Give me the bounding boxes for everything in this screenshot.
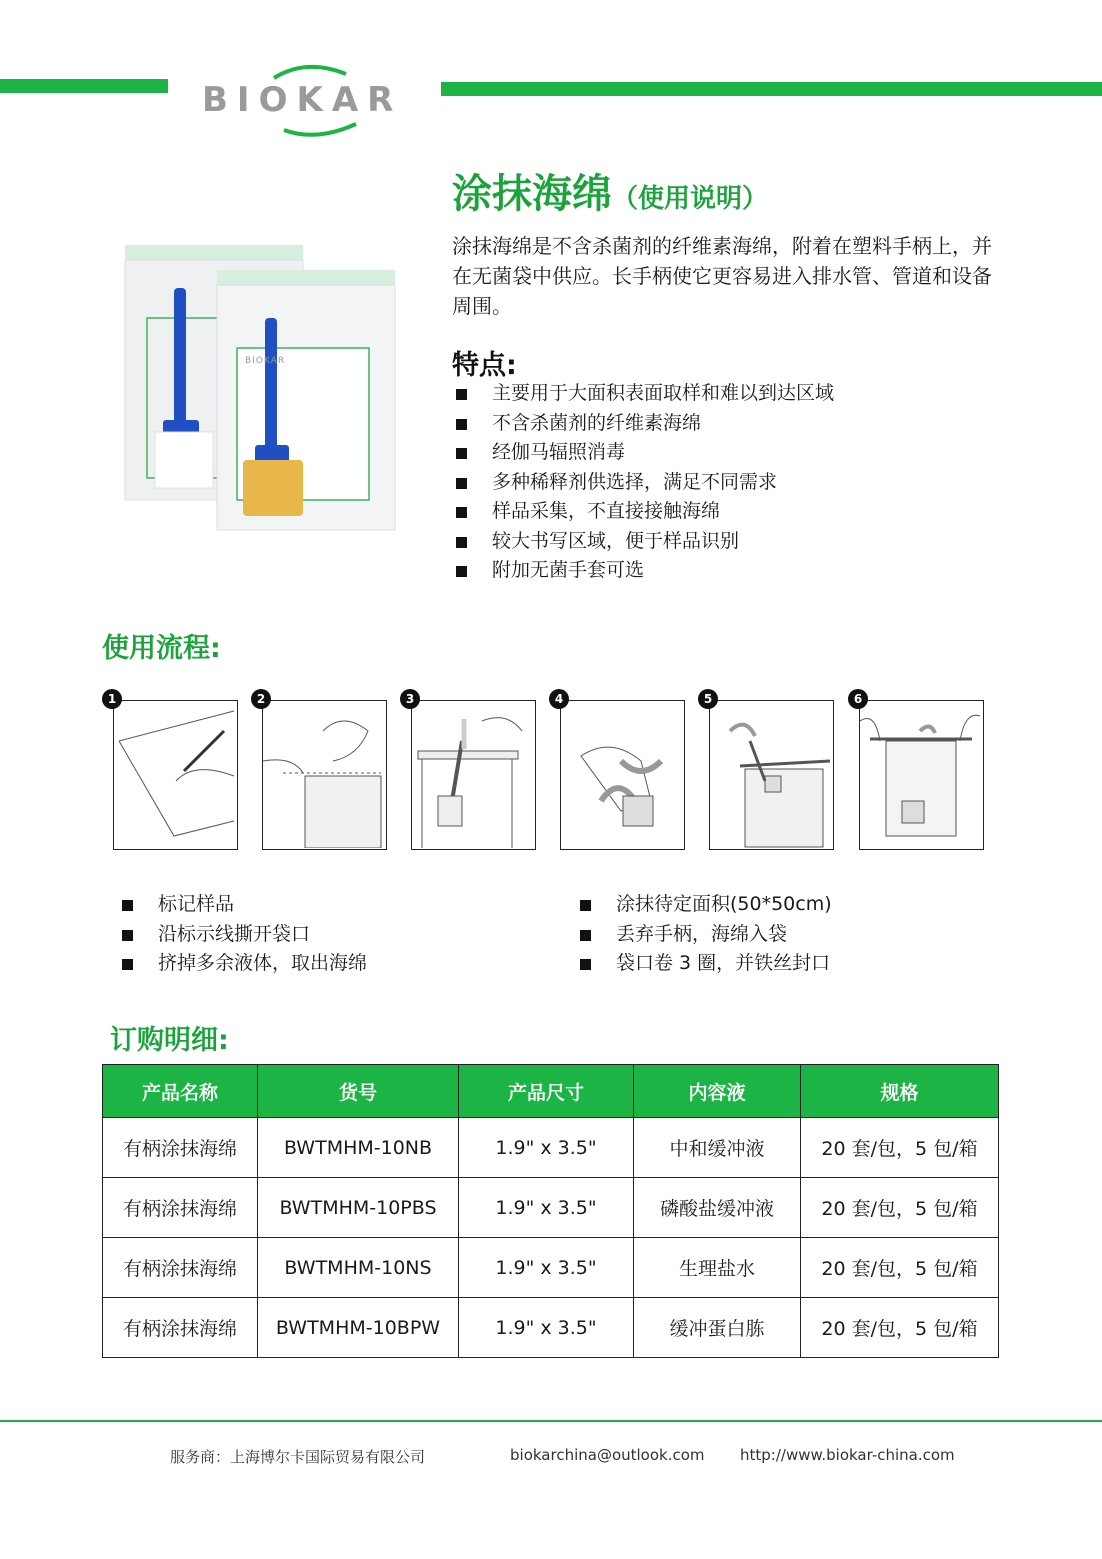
column-header: 内容液 bbox=[634, 1065, 801, 1118]
process-list-right bbox=[578, 890, 832, 979]
header-bar-right bbox=[441, 82, 1102, 96]
step-number: 1 bbox=[102, 689, 122, 709]
feature-item: 样品采集，不直接接触海绵 bbox=[454, 497, 834, 527]
table-cell: BWTMHM-10NS bbox=[258, 1238, 459, 1298]
process-item: 挤掉多余液体，取出海绵 bbox=[120, 949, 367, 979]
table-cell: 20 套/包，5 包/箱 bbox=[801, 1178, 999, 1238]
table-cell: 1.9" x 3.5" bbox=[459, 1298, 634, 1358]
table-cell: 缓冲蛋白胨 bbox=[634, 1298, 801, 1358]
table-cell: BWTMHM-10BPW bbox=[258, 1298, 459, 1358]
brand-logo bbox=[196, 60, 406, 140]
mark-bag-illustration bbox=[114, 701, 236, 848]
process-step-6 bbox=[853, 692, 984, 850]
bag-print-text: BIOKAR bbox=[245, 356, 286, 366]
table-cell: 20 套/包，5 包/箱 bbox=[801, 1238, 999, 1298]
remove-sponge-illustration bbox=[412, 701, 534, 848]
table-cell: BWTMHM-10NB bbox=[258, 1118, 459, 1178]
feature-item: 多种稀释剂供选择，满足不同需求 bbox=[454, 468, 834, 498]
step-number: 5 bbox=[698, 689, 718, 709]
discard-handle-illustration bbox=[710, 701, 832, 848]
swab-bag-illustration bbox=[95, 240, 425, 540]
table-cell: 1.9" x 3.5" bbox=[459, 1238, 634, 1298]
product-description: 涂抹海绵是不含杀菌剂的纤维素海绵，附着在塑料手柄上，并在无菌袋中供应。长手柄使它更容易进入排水管、管道和设备周围。 bbox=[452, 234, 992, 318]
column-header: 产品名称 bbox=[103, 1065, 258, 1118]
step-number: 3 bbox=[400, 689, 420, 709]
title-suffix: （使用说明） bbox=[612, 184, 769, 214]
page-title bbox=[452, 162, 768, 219]
feature-item: 主要用于大面积表面取样和难以到达区域 bbox=[454, 379, 834, 409]
table-cell: 磷酸盐缓冲液 bbox=[634, 1178, 801, 1238]
order-heading: 订购明细: bbox=[110, 1025, 229, 1056]
process-item: 沿标示线撕开袋口 bbox=[120, 920, 367, 950]
process-step-2 bbox=[256, 692, 387, 850]
feature-item: 经伽马辐照消毒 bbox=[454, 438, 834, 468]
title-main: 涂抹海绵 bbox=[452, 171, 612, 217]
table-row bbox=[103, 1238, 999, 1298]
order-table bbox=[102, 1064, 999, 1358]
table-cell: 中和缓冲液 bbox=[634, 1118, 801, 1178]
process-heading: 使用流程: bbox=[102, 633, 221, 664]
table-cell: 20 套/包，5 包/箱 bbox=[801, 1298, 999, 1358]
tear-bag-illustration bbox=[263, 701, 385, 848]
features-heading: 特点: bbox=[452, 350, 517, 381]
table-row bbox=[103, 1298, 999, 1358]
process-item: 丢弃手柄，海绵入袋 bbox=[578, 920, 832, 950]
process-item: 标记样品 bbox=[120, 890, 367, 920]
swab-surface-illustration bbox=[561, 701, 683, 848]
table-cell: 有柄涂抹海绵 bbox=[103, 1118, 258, 1178]
column-header: 货号 bbox=[258, 1065, 459, 1118]
column-header: 产品尺寸 bbox=[459, 1065, 634, 1118]
feature-item: 不含杀菌剂的纤维素海绵 bbox=[454, 409, 834, 439]
table-cell: 有柄涂抹海绵 bbox=[103, 1238, 258, 1298]
product-image bbox=[95, 240, 425, 540]
table-cell: 有柄涂抹海绵 bbox=[103, 1178, 258, 1238]
process-step-4 bbox=[554, 692, 685, 850]
table-row bbox=[103, 1118, 999, 1178]
step-number: 4 bbox=[549, 689, 569, 709]
feature-item: 较大书写区域，便于样品识别 bbox=[454, 527, 834, 557]
table-header-row bbox=[103, 1065, 999, 1118]
process-step-1 bbox=[107, 692, 238, 850]
table-cell: 1.9" x 3.5" bbox=[459, 1118, 634, 1178]
logo-text: BIOKAR bbox=[202, 80, 403, 120]
process-step-3 bbox=[405, 692, 536, 850]
table-cell: BWTMHM-10PBS bbox=[258, 1178, 459, 1238]
feature-item: 附加无菌手套可选 bbox=[454, 556, 834, 586]
header-bar-left bbox=[0, 79, 168, 93]
process-item: 涂抹待定面积(50*50cm) bbox=[578, 890, 832, 920]
table-row bbox=[103, 1178, 999, 1238]
step-number: 2 bbox=[251, 689, 271, 709]
column-header: 规格 bbox=[801, 1065, 999, 1118]
footer-website[interactable]: http://www.biokar-china.com bbox=[740, 1446, 955, 1464]
table-cell: 20 套/包，5 包/箱 bbox=[801, 1118, 999, 1178]
table-cell: 生理盐水 bbox=[634, 1238, 801, 1298]
table-cell: 1.9" x 3.5" bbox=[459, 1178, 634, 1238]
seal-bag-illustration bbox=[860, 701, 982, 848]
footer-email[interactable]: biokarchina@outlook.com bbox=[510, 1446, 705, 1464]
process-step-5 bbox=[703, 692, 834, 850]
step-number: 6 bbox=[848, 689, 868, 709]
footer-divider bbox=[0, 1420, 1102, 1422]
features-list bbox=[454, 379, 834, 586]
process-item: 袋口卷 3 圈，并铁丝封口 bbox=[578, 949, 832, 979]
process-list-left bbox=[120, 890, 367, 979]
table-cell: 有柄涂抹海绵 bbox=[103, 1298, 258, 1358]
footer-provider: 服务商：上海博尔卡国际贸易有限公司 bbox=[170, 1448, 426, 1466]
